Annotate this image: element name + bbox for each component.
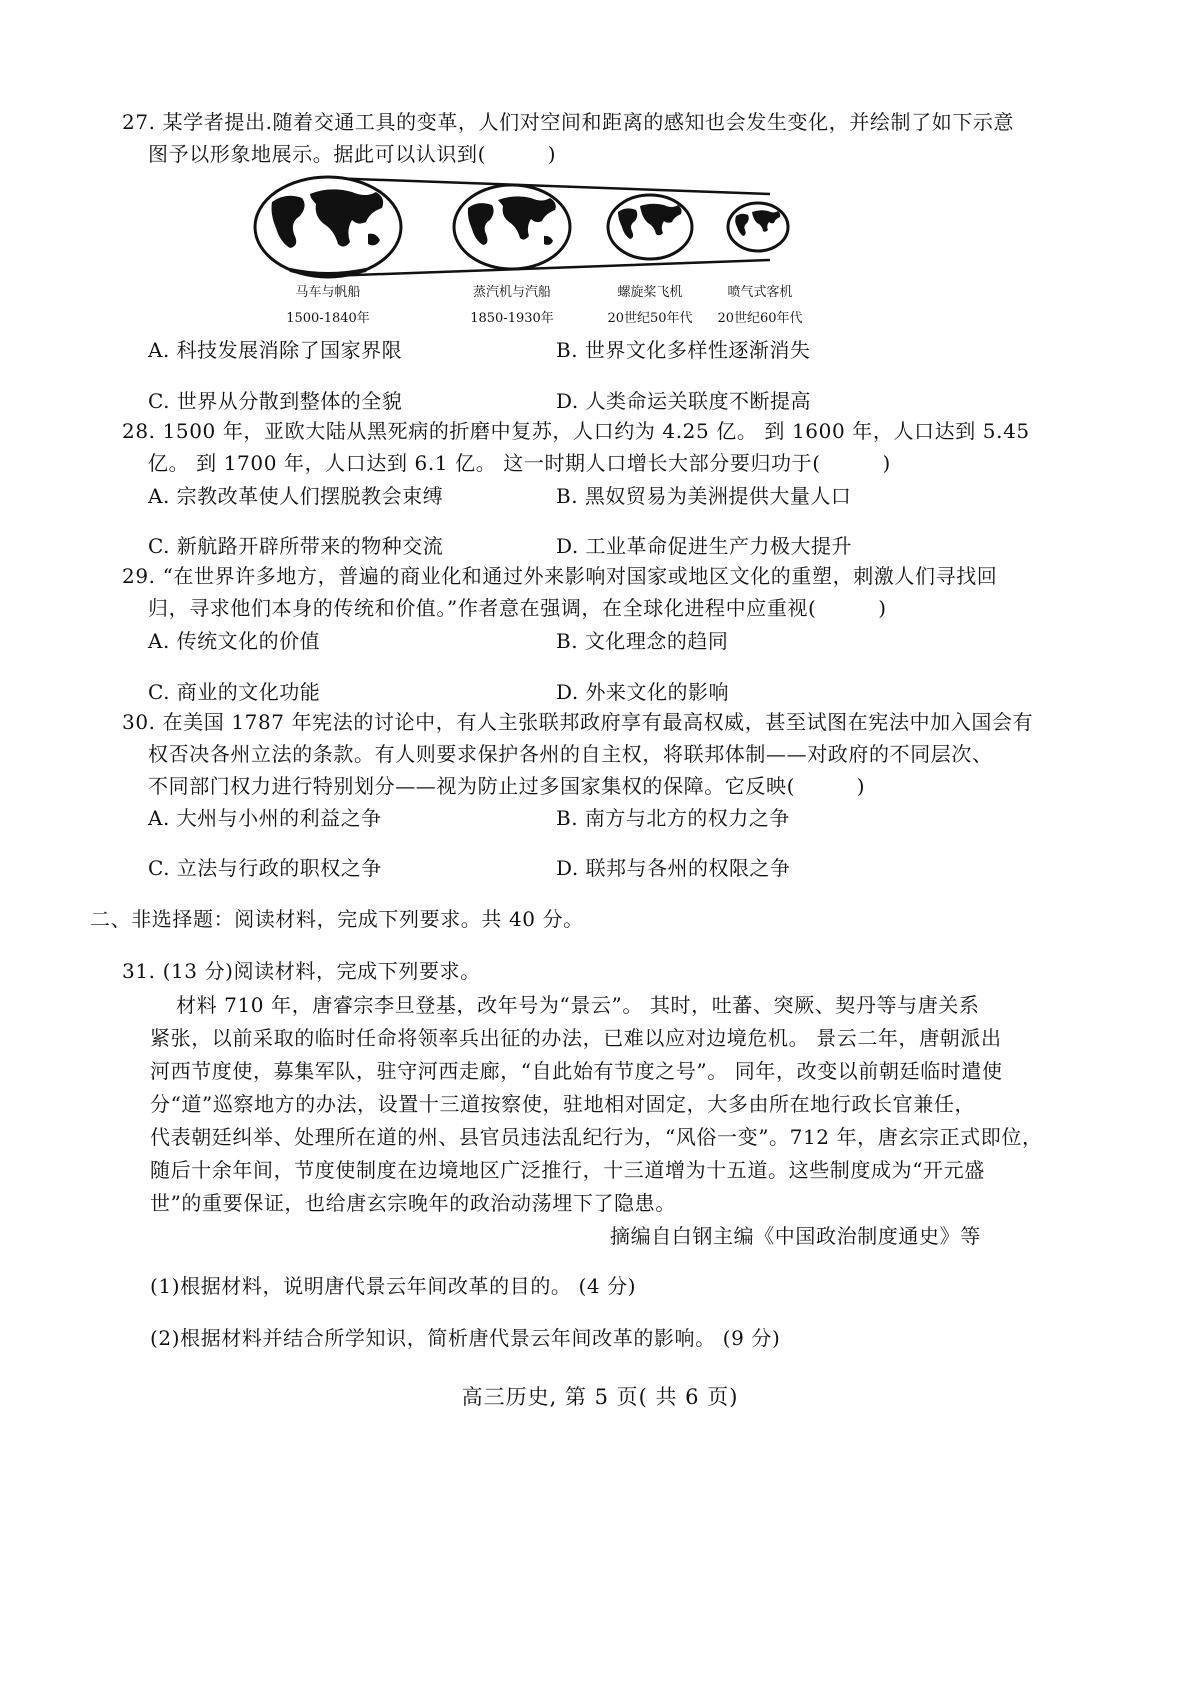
q31-material-line: 代表朝廷纠举、处理所在道的州、县官员违法乱纪行为，“风俗一变”。712 年，唐玄宗正式即位， [150, 1125, 1043, 1149]
figure-label-1 [258, 280, 398, 332]
q31-material-line: 紧张，以前采取的临时任命将领率兵出征的办法，已难以应对边境危机。 景云二年，唐朝派出 [150, 1026, 1002, 1050]
q27-option-c[interactable]: C. 世界从分散到整体的全貌 [148, 389, 403, 413]
globe-icon-3 [608, 195, 692, 259]
figure-label-2 [442, 280, 582, 332]
q29-option-a[interactable]: A. 传统文化的价值 [148, 629, 321, 653]
q29-stem-line1: 29. “在世界许多地方，普遍的商业化和通过外来影响对国家或地区文化的重塑，刺激人们寻找回 [122, 564, 998, 588]
globe-icon-4 [728, 203, 788, 251]
figure-period-1: 1500-1840年 [286, 311, 370, 326]
q31-material-line: 材料 710 年，唐睿宗李旦登基，改年号为“景云”。 其时，吐蕃、突厥、契丹等与唐关系 [176, 993, 980, 1017]
q29-option-c[interactable]: C. 商业的文化功能 [148, 680, 321, 704]
figure-period-3: 20世纪50年代 [607, 311, 693, 326]
q31-subquestion-1: (1)根据材料，说明唐代景云年间改革的目的。 (4 分) [150, 1274, 637, 1298]
q30-stem-line2: 权否决各州立法的条款。有人则要求保护各州的自主权，将联邦体制——对政府的不同层次、 [148, 742, 993, 766]
shrinking-world-figure [250, 172, 810, 332]
q30-option-b[interactable]: B. 南方与北方的权力之争 [556, 806, 790, 830]
q28-option-b[interactable]: B. 黑奴贸易为美洲提供大量人口 [556, 484, 852, 508]
q31-material-line: 分“道”巡察地方的办法，设置十三道按察使，驻地相对固定，大多由所在地行政长官兼任， [150, 1092, 976, 1116]
q30-stem-line1: 30. 在美国 1787 年宪法的讨论中，有人主张联邦政府享有最高权威，甚至试图在宪法中加入国会有 [122, 710, 1034, 734]
figure-period-2: 1850-1930年 [470, 311, 554, 326]
globe-sequence-illustration [250, 172, 810, 282]
section-heading: 二、非选择题：阅读材料，完成下列要求。共 40 分。 [90, 907, 584, 931]
q31-material-line: 世”的重要保证，也给唐玄宗晚年的政治动荡埋下了隐患。 [150, 1191, 676, 1215]
figure-mode-3: 螺旋桨飞机 [617, 285, 683, 300]
q27-stem-line2: 图予以形象地展示。据此可以认识到( ) [148, 142, 557, 166]
q27-option-d[interactable]: D. 人类命运关联度不断提高 [556, 389, 812, 413]
q29-option-d[interactable]: D. 外来文化的影响 [556, 680, 730, 704]
q29-stem-line2: 归，寻求他们本身的传统和价值。”作者意在强调，在全球化进程中应重视( ) [148, 596, 887, 620]
globe-icon-1 [255, 177, 401, 277]
q31-subquestion-2: (2)根据材料并结合所学知识，简析唐代景云年间改革的影响。 (9 分) [150, 1326, 781, 1350]
q28-option-c[interactable]: C. 新航路开辟所带来的物种交流 [148, 534, 444, 558]
q27-option-a[interactable]: A. 科技发展消除了国家界限 [148, 338, 403, 362]
q28-option-a[interactable]: A. 宗教改革使人们摆脱教会束缚 [148, 484, 444, 508]
figure-mode-1: 马车与帆船 [295, 285, 361, 300]
q30-stem-line3: 不同部门权力进行特别划分——视为防止过多国家集权的保障。它反映( ) [148, 774, 866, 798]
q31-title: 31. (13 分)阅读材料，完成下列要求。 [122, 959, 481, 983]
figure-mode-2: 蒸汽机与汽船 [472, 285, 551, 300]
figure-period-4: 20世纪60年代 [717, 311, 803, 326]
q28-stem-line2: 亿。 到 1700 年，人口达到 6.1 亿。 这一时期人口增长大部分要归功于( ) [148, 451, 891, 475]
page-footer: 高三历史, 第 5 页( 共 6 页) [461, 1385, 739, 1409]
q28-option-d[interactable]: D. 工业革命促进生产力极大提升 [556, 534, 853, 558]
globe-icon-2 [454, 185, 570, 269]
q30-option-a[interactable]: A. 大州与小州的利益之争 [148, 806, 382, 830]
q31-material-line: 随后十余年间，节度使制度在边境地区广泛推行，十三道增为十五道。这些制度成为“开元盛 [150, 1158, 985, 1182]
q31-source: 摘编自白钢主编《中国政治制度通史》等 [610, 1224, 981, 1248]
figure-mode-4: 喷气式客机 [727, 285, 793, 300]
q28-stem-line1: 28. 1500 年，亚欧大陆从黑死病的折磨中复苏，人口约为 4.25 亿。 到 1600 年，人口达到 5.45 [122, 419, 1030, 443]
q31-material-line: 河西节度使，募集军队，驻守河西走廊，“自此始有节度之号”。 同年，改变以前朝廷临时遣使 [150, 1059, 1003, 1083]
q30-option-c[interactable]: C. 立法与行政的职权之争 [148, 856, 382, 880]
q27-stem-line1: 27. 某学者提出.随着交通工具的变革，人们对空间和距离的感知也会发生变化，并绘制了如下示意 [122, 110, 1015, 134]
q29-option-b[interactable]: B. 文化理念的趋同 [556, 629, 729, 653]
q27-option-b[interactable]: B. 世界文化多样性逐渐消失 [556, 338, 811, 362]
q30-option-d[interactable]: D. 联邦与各州的权限之争 [556, 856, 791, 880]
figure-label-4 [690, 280, 830, 332]
